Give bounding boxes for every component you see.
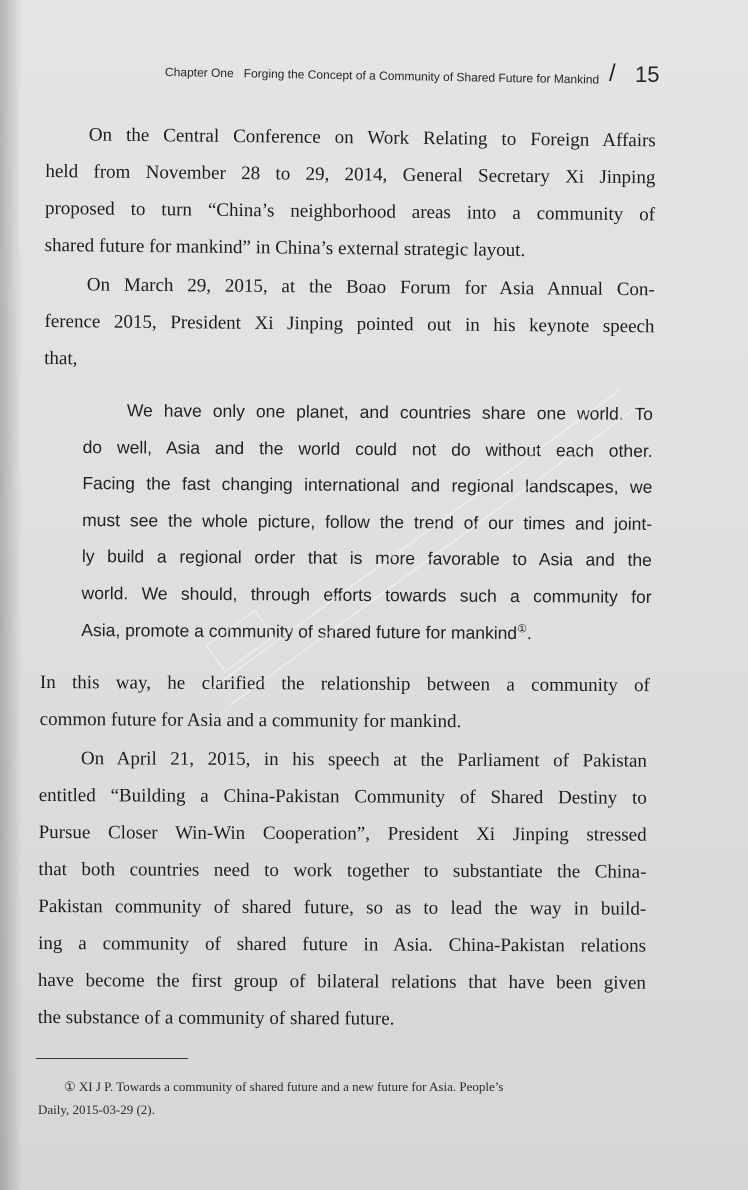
block-quote: [81, 392, 653, 652]
spine-shadow: [0, 0, 22, 1190]
paragraph-line: shared future for mankind” in China’s external strategic layout.: [44, 234, 526, 262]
paragraph-line: Pursue Closer Win-Win Cooperation”, President Xi Jinping stressed: [38, 821, 647, 846]
paragraph-line: common future for Asia and a community for mankind.: [39, 708, 462, 733]
paragraph-line: that both countries need to work together to substantiate the China-: [38, 858, 647, 883]
paragraph-pakistan-speech: [38, 740, 647, 1039]
footnote-reference-mark[interactable]: ①: [517, 622, 528, 635]
quote-line: world. We should, through efforts towards such a community for: [81, 582, 652, 607]
quote-line-last: Asia, promote a community of shared future for mankind①.: [81, 619, 532, 643]
footnote: [38, 1075, 648, 1121]
quote-line: ly build a regional order that is more favorable to Asia and the: [81, 546, 652, 571]
paragraph-central-conference: [44, 116, 656, 270]
paragraph-clarification: [40, 664, 650, 741]
page-number: 15: [635, 62, 660, 87]
paragraph-line: the substance of a community of shared future.: [37, 1006, 395, 1030]
paragraph-line: ing a community of shared future in Asia. China-Pakistan relations: [38, 932, 647, 957]
paragraph-line: On April 21, 2015, in his speech at the Parliament of Pakistan: [80, 748, 647, 772]
header-slash: /: [609, 60, 616, 87]
paragraph-line: have become the first group of bilateral relations that have been given: [37, 969, 646, 994]
quote-line: We have only one planet, and countries share one world. To: [126, 400, 653, 424]
paragraph-line: proposed to turn “China’s neighborhood areas into a community of: [44, 197, 656, 226]
paragraph-line: held from November 28 to 29, 2014, General Secretary Xi Jinping: [45, 160, 656, 189]
quote-line: do well, Asia and the world could not do without each other.: [82, 436, 653, 461]
running-header: [165, 62, 665, 98]
paragraph-line: On March 29, 2015, at the Boao Forum for Asia Annual Con-: [86, 274, 655, 301]
quote-line-text: Asia, promote a community of shared future for mankind: [81, 619, 518, 643]
quote-line: Facing the fast changing international and regional landscapes, we: [82, 473, 653, 498]
paragraph-line: Pakistan community of shared future, so as to lead the way in build-: [38, 895, 647, 920]
footnote-line: Daily, 2015-03-29 (2).: [38, 1102, 155, 1117]
paragraph-line: On the Central Conference on Work Relating to Foreign Affairs: [88, 124, 656, 152]
paragraph-line: that,: [44, 347, 78, 370]
chapter-title: Forging the Concept of a Community of Shared Future for Mankind: [243, 66, 600, 87]
running-header-title: [165, 65, 599, 87]
chapter-label: Chapter One: [164, 65, 234, 81]
paragraph-line: ference 2015, President Xi Jinping pointed out in his keynote speech: [44, 310, 655, 338]
paragraph-line: entitled “Building a China-Pakistan Community of Shared Destiny to: [38, 784, 647, 809]
footnote-line: ① XI J P. Towards a community of shared future and a new future for Asia. People’s: [64, 1079, 504, 1094]
quote-line: must see the whole picture, follow the trend of our times and joint-: [82, 509, 653, 534]
paragraph-line: In this way, he clarified the relationship between a community of: [39, 671, 650, 697]
paragraph-boao-forum: [44, 266, 655, 382]
footnote-divider: [36, 1058, 188, 1059]
